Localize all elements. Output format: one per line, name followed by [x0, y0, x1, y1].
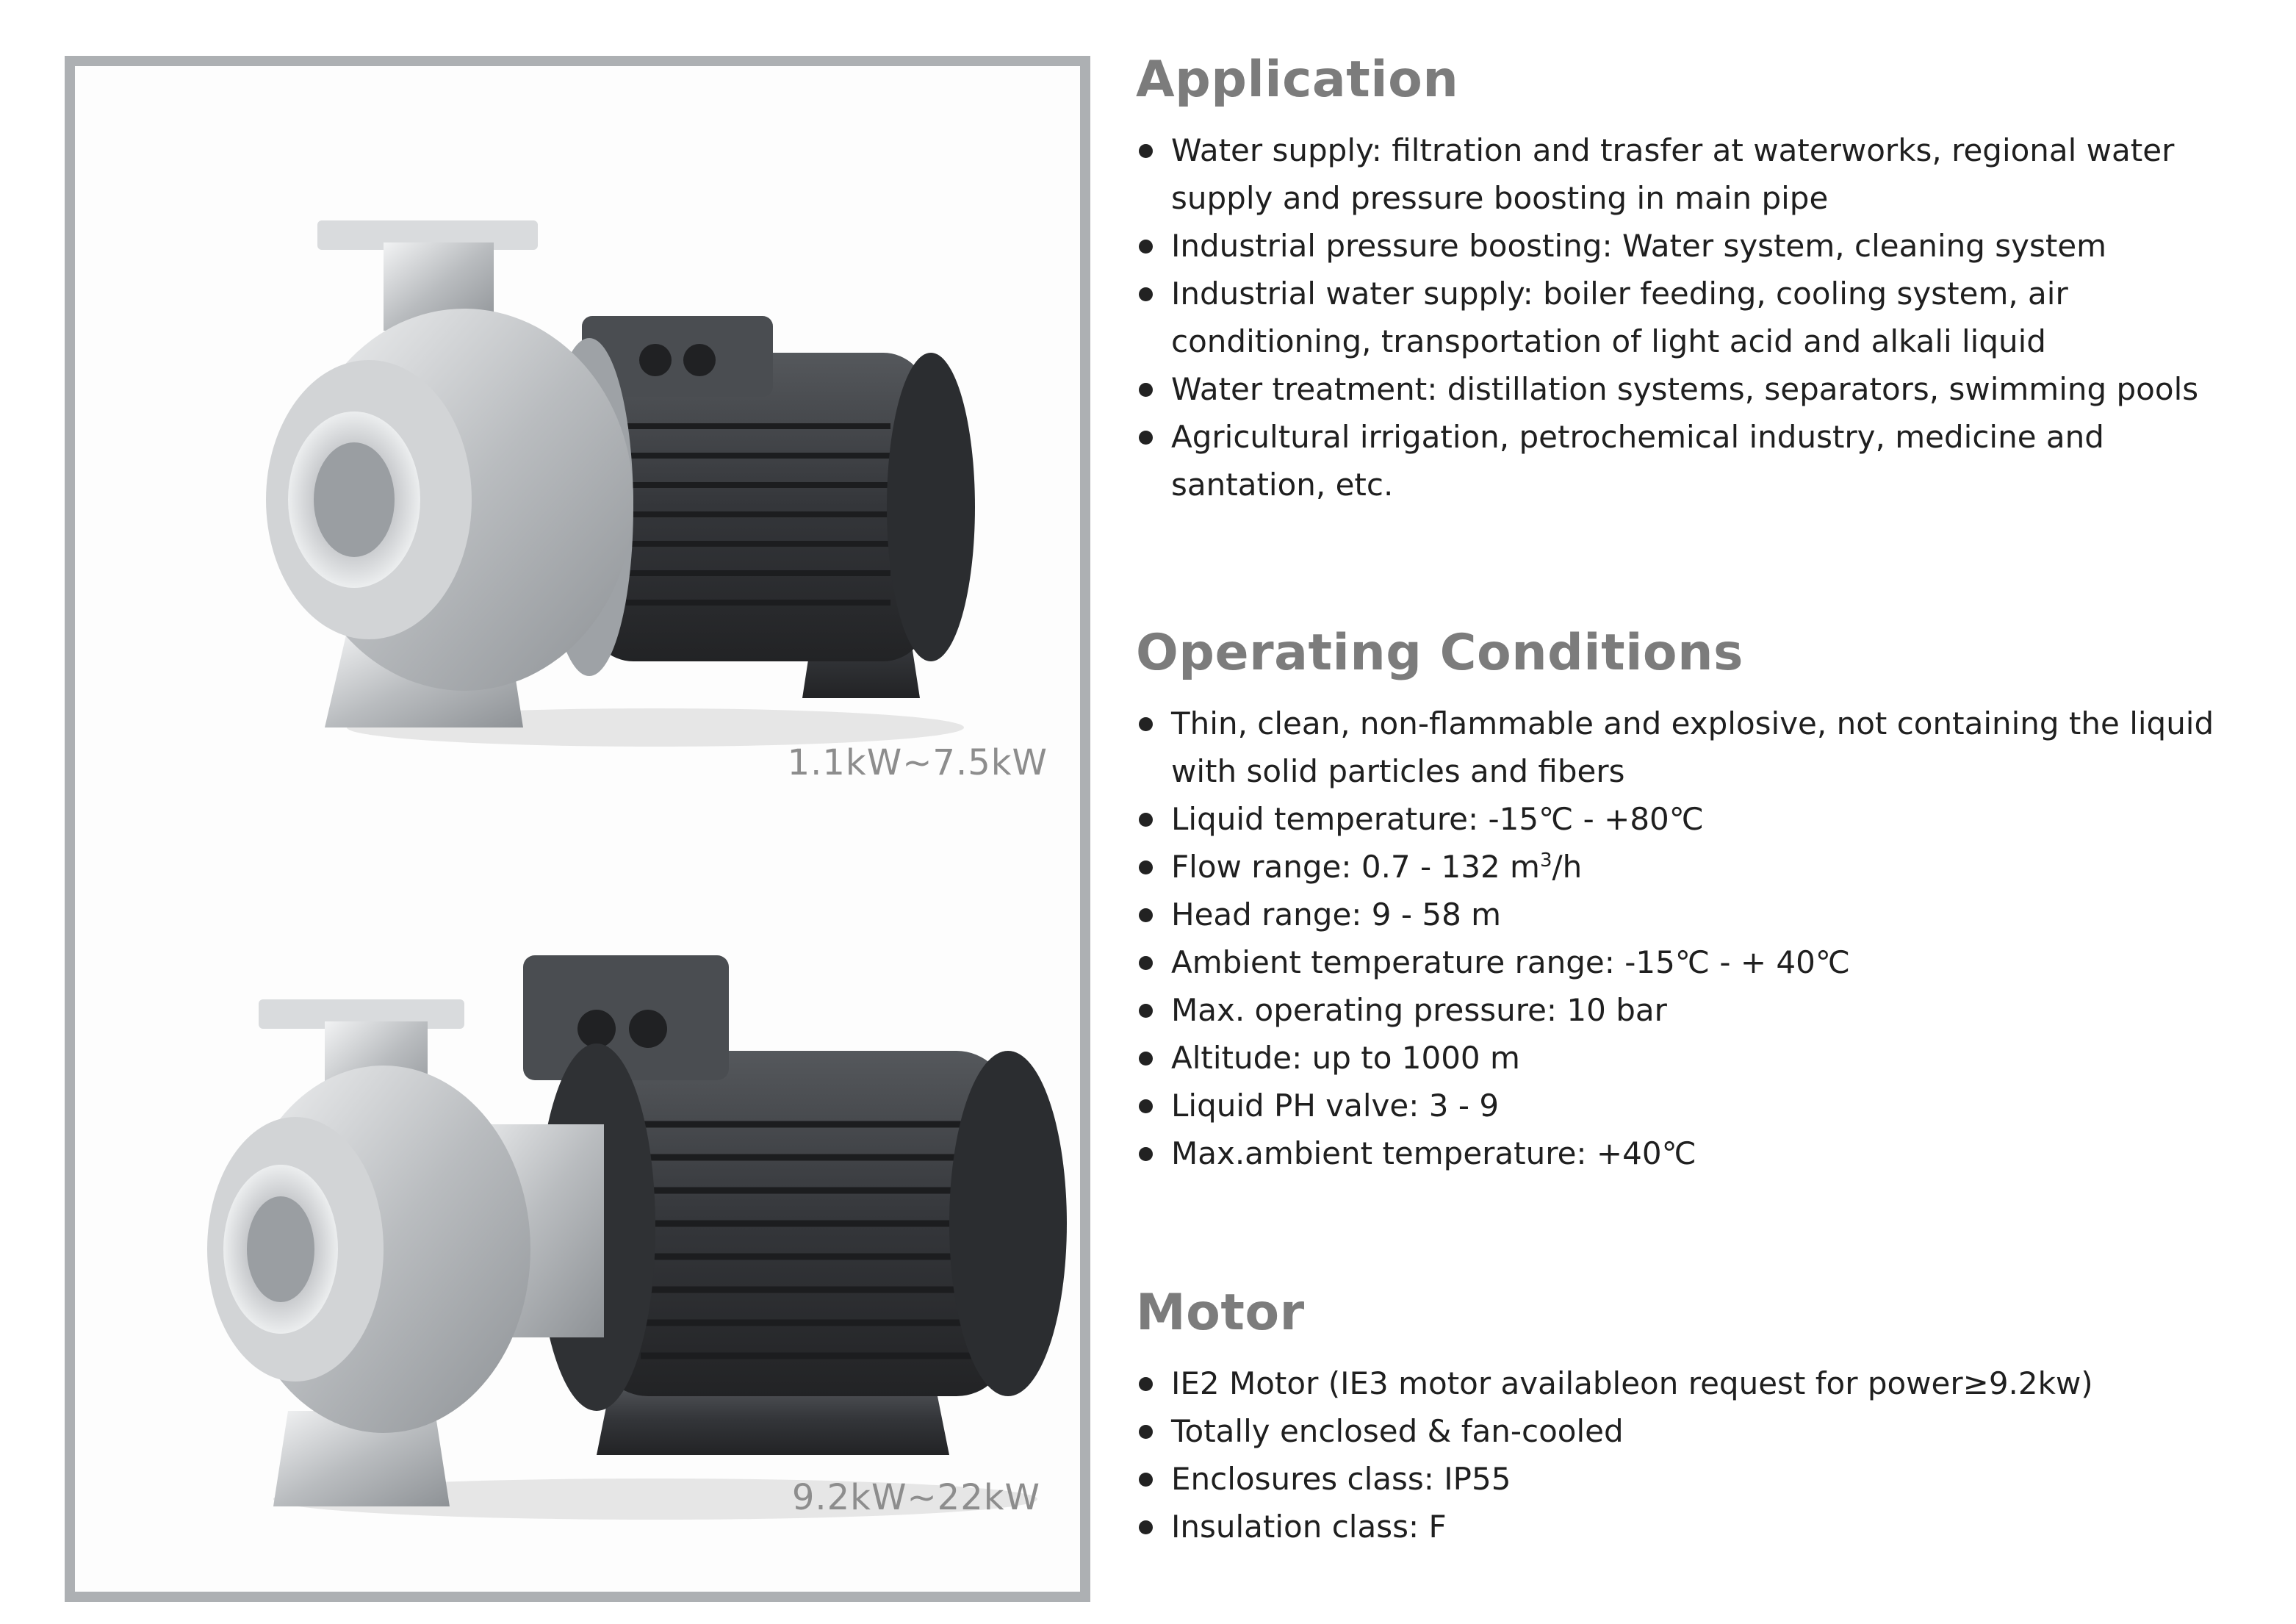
motor-section — [1136, 1283, 2253, 1551]
list-item: Agricultural irrigation, petrochemical industry, medicine and santation, etc. — [1136, 413, 2253, 509]
operating-conditions-section — [1136, 623, 2253, 1177]
list-item: Industrial pressure boosting: Water system, cleaning system — [1136, 222, 2253, 270]
list-item: Head range: 9 - 58 m — [1136, 891, 2253, 938]
list-item: Industrial water supply: boiler feeding, cooling system, air conditioning, transportation of light acid and alkali liquid — [1136, 270, 2253, 365]
centrifugal-pump-icon — [244, 220, 979, 779]
list-item: Liquid temperature: -15℃ - +80℃ — [1136, 795, 2253, 843]
flow-range-exponent: 3 — [1539, 849, 1552, 872]
list-item: Ambient temperature range: -15℃ - + 40℃ — [1136, 938, 2253, 986]
motor-list — [1136, 1359, 2253, 1551]
operating-conditions-list — [1136, 700, 2253, 1177]
flow-range-unit: /h — [1552, 848, 1583, 885]
application-heading: Application — [1136, 51, 1459, 109]
list-item: Liquid PH valve: 3 - 9 — [1136, 1082, 2253, 1129]
list-item: IE2 Motor (IE3 motor availableon request for power≥9.2kw) — [1136, 1359, 2253, 1407]
list-item: Max.ambient temperature: +40℃ — [1136, 1129, 2253, 1177]
flow-range-text: Flow range: 0.7 - 132 m — [1171, 848, 1540, 885]
list-item: Water supply: filtration and trasfer at waterworks, regional water supply and pressure boosting in main pipe — [1136, 126, 2253, 222]
motor-heading: Motor — [1136, 1284, 1305, 1342]
list-item: Insulation class: F — [1136, 1503, 2253, 1551]
operating-conditions-heading: Operating Conditions — [1136, 624, 1744, 682]
list-item: Water treatment: distillation systems, separators, swimming pools — [1136, 365, 2253, 413]
application-section — [1136, 50, 2253, 509]
application-list — [1136, 126, 2253, 509]
pump-large-image — [200, 941, 1082, 1543]
product-image-panel — [65, 56, 1090, 1602]
list-item-flow-range — [1136, 843, 2253, 891]
pump-large-caption: 9.2kW~22kW — [791, 1477, 1040, 1518]
list-item: Totally enclosed & fan-cooled — [1136, 1407, 2253, 1455]
list-item: Thin, clean, non-flammable and explosive, not containing the liquid with solid particles and fibers — [1136, 700, 2253, 795]
pump-small-caption: 1.1kW~7.5kW — [787, 742, 1048, 783]
list-item: Altitude: up to 1000 m — [1136, 1034, 2253, 1082]
pump-small-image — [244, 220, 979, 779]
list-item: Enclosures class: IP55 — [1136, 1455, 2253, 1503]
centrifugal-pump-icon — [200, 941, 1082, 1543]
list-item: Max. operating pressure: 10 bar — [1136, 986, 2253, 1034]
